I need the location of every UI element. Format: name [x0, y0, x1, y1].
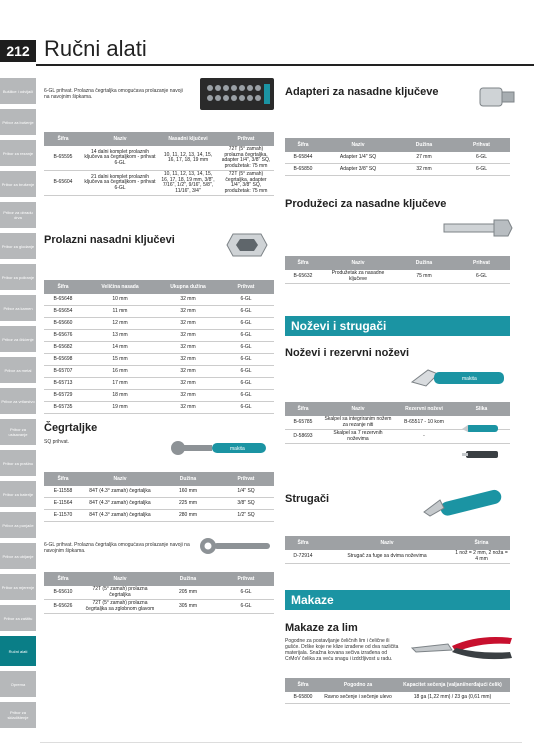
adapters-table — [285, 138, 510, 176]
table-cell: B-65632 — [285, 270, 321, 284]
extension-image — [440, 216, 516, 240]
sidebar-tab[interactable]: Pribor za punjače — [0, 512, 36, 538]
svg-text:makita: makita — [230, 446, 245, 452]
table-cell: 84T (4.3° zamah) čegrtaljka — [82, 510, 158, 522]
page-number: 212 — [0, 40, 36, 62]
footer-rule — [40, 742, 522, 743]
column-header: Naziv — [82, 472, 158, 486]
table-row — [44, 342, 274, 354]
table-cell: 15 mm — [82, 354, 158, 366]
column-header: Šifra — [44, 280, 82, 294]
table-cell: B-65713 — [44, 378, 82, 390]
table-cell: 6-GL — [453, 164, 510, 176]
table-cell: 10 mm — [82, 294, 158, 306]
page-title: Ručni alati — [44, 36, 147, 61]
table-cell: 1/2" SQ — [218, 510, 274, 522]
sidebar-tab[interactable]: Ručni alati — [0, 636, 36, 666]
table-cell: 6-GL — [218, 586, 274, 600]
column-header: Naziv — [82, 572, 158, 586]
ratchets-intro-2: 6-GL prihvat. Prolazna čegrtaljka omogućava prolazanje navoji na navojnim šipkama. — [44, 542, 190, 554]
column-header: Šifra — [44, 132, 82, 146]
table-cell: E-11570 — [44, 510, 82, 522]
column-header: Šifra — [285, 138, 321, 152]
column-header: Dužina — [395, 138, 453, 152]
column-header: Slika — [453, 402, 510, 416]
table-cell: 12 mm — [82, 318, 158, 330]
column-header: Dužina — [395, 256, 453, 270]
table-cell: 18 ga (1,22 mm) / 23 ga (0,61 mm) — [395, 692, 510, 704]
knife-image — [408, 364, 508, 390]
sidebar-tab[interactable]: Pribor za metal — [0, 357, 36, 383]
table-cell: 10, 11, 12, 13, 14, 15, 16, 17, 18, 19 mm — [158, 146, 218, 171]
table-row — [44, 146, 274, 171]
column-header: Rezervni noževi — [395, 402, 453, 416]
table-cell: 19 mm — [82, 402, 158, 414]
sidebar-tab[interactable]: Pribor za prašinu — [0, 450, 36, 476]
table-cell: 84T (4.3° zamah) čegrtaljka — [82, 498, 158, 510]
knives-title: Noževi i rezervni noževi — [285, 347, 410, 359]
pass-through-ratchets-table — [44, 572, 274, 614]
table-cell: 6-GL — [218, 330, 274, 342]
table-cell: 32 mm — [158, 330, 218, 342]
table-cell: 1/4" SQ — [218, 486, 274, 498]
table-cell: 32 mm — [158, 378, 218, 390]
table-cell: Strugač za fuge sa dvima noževima — [321, 550, 453, 564]
column-header: Naziv — [321, 402, 395, 416]
ratchets-table — [44, 472, 274, 522]
table-row — [44, 600, 274, 614]
table-cell: 72T (5° zamah) čegrtaljka, adapter 1/4", 3/8" SQ, produžetak: 75 mm — [218, 171, 274, 196]
table-cell: B-65626 — [44, 600, 82, 614]
table-cell: 72T (5° zamah) prolazna čegrtaljka sa zglobnom glavom — [82, 600, 158, 614]
table-cell: 14 mm — [82, 342, 158, 354]
sidebar-tab[interactable]: Pribor za skladištenje — [0, 702, 36, 728]
table-cell: 32 mm — [158, 366, 218, 378]
table-cell: Ravno sečenje i sečenje ulevo — [321, 692, 395, 704]
svg-text:makita: makita — [462, 376, 477, 382]
table-cell: 18 mm — [82, 390, 158, 402]
column-header: Širina — [453, 536, 510, 550]
sidebar-tab[interactable]: Pribor za poliranje — [0, 264, 36, 290]
sidebar-tab[interactable]: Pribor za čišćenje — [0, 326, 36, 352]
table-cell: 75 mm — [395, 270, 453, 284]
table-cell: 32 mm — [158, 306, 218, 318]
table-cell: 17 mm — [82, 378, 158, 390]
column-header: Naziv — [321, 138, 395, 152]
sidebar-tab[interactable]: Pribor za kamen — [0, 295, 36, 321]
table-cell: B-65648 — [44, 294, 82, 306]
table-cell: Skalpel sa 7 rezervnih noževima — [321, 430, 395, 444]
table-cell: B-65850 — [285, 164, 321, 176]
sidebar-tab[interactable]: Pribor za vrtlarstvo — [0, 388, 36, 414]
table-row — [285, 270, 510, 284]
extensions-title: Produžeci za nasadne ključeve — [285, 198, 447, 210]
sidebar — [0, 78, 36, 733]
table-cell: Adapter 1/4" SQ — [321, 152, 395, 164]
table-row — [44, 586, 274, 600]
sidebar-tab[interactable]: Pribor za mjerenje — [0, 574, 36, 600]
table-row — [44, 330, 274, 342]
column-header: Ukupna dužina — [158, 280, 218, 294]
sidebar-tab[interactable]: Pribor za ubijanje — [0, 543, 36, 569]
column-header: Šifra — [285, 402, 321, 416]
table-cell: 205 mm — [158, 586, 218, 600]
column-header: Šifra — [44, 472, 82, 486]
table-cell: E-11564 — [44, 498, 82, 510]
table-cell: 305 mm — [158, 600, 218, 614]
table-cell: 32 mm — [158, 402, 218, 414]
column-header: Prihvat — [218, 280, 274, 294]
knife-thumb-2-icon — [462, 446, 502, 462]
table-cell: - — [395, 430, 453, 444]
table-cell: B-65729 — [44, 390, 82, 402]
table-cell: 32 mm — [395, 164, 453, 176]
table-cell: 16 mm — [82, 366, 158, 378]
table-cell: B-65595 — [44, 146, 82, 171]
table-cell: 6-GL — [218, 378, 274, 390]
sidebar-tab[interactable]: Pribor za obradu drva — [0, 202, 36, 228]
column-header: Nasadni ključevi — [158, 132, 218, 146]
table-cell: 6-GL — [218, 342, 274, 354]
sidebar-tab[interactable]: Pribor za usisavanje — [0, 419, 36, 445]
title-rule — [36, 64, 534, 66]
column-header: Pogodno za — [321, 678, 395, 692]
table-cell: B-65800 — [285, 692, 321, 704]
table-row — [44, 498, 274, 510]
table-cell: B-65698 — [44, 354, 82, 366]
column-header: Dužina — [158, 572, 218, 586]
ratchet-image — [168, 438, 268, 458]
socket-set-image — [198, 74, 276, 114]
pass-through-socket-image — [225, 228, 269, 262]
knives-banner: Noževi i strugači — [285, 316, 510, 336]
table-cell: 3/8" SQ — [218, 498, 274, 510]
shears-intro: Pogodne za postavljanje čeličnih lim i čelične ili gušće. Drške koje ne klize izrađene od dva različita materijala. Snažna kovana sečiva izrađena od CrMoV čelika za veću snagu i izdržljivost u radu. — [285, 638, 399, 662]
table-cell: 72T (5° zamah) prolazna čegrtaljka — [82, 586, 158, 600]
table-cell: 21 dalni komplet prolaznih ključeva sa čegrtaljkom - prihvat 6-GL — [82, 171, 158, 196]
table-cell: 14 dalni komplet prolaznih ključeva sa čegrtaljkom - prihvat 6-GL — [82, 146, 158, 171]
table-cell: B-65735 — [44, 402, 82, 414]
table-cell: Produžetak za nasadne ključeve — [321, 270, 395, 284]
shears-banner: Makaze — [285, 590, 510, 610]
table-cell: 6-GL — [218, 366, 274, 378]
table-row — [285, 550, 510, 564]
sidebar-tab[interactable]: Pribor za rezanje — [0, 140, 36, 166]
table-row — [44, 306, 274, 318]
table-cell: 6-GL — [218, 390, 274, 402]
ratchets-title: Čegrtaljke — [44, 422, 98, 434]
sidebar-tab[interactable]: Oprema — [0, 671, 36, 697]
table-row — [44, 510, 274, 522]
scrapers-title: Strugači — [285, 493, 330, 505]
column-header: Veličina nasada — [82, 280, 158, 294]
table-row — [285, 164, 510, 176]
scraper-image — [420, 486, 512, 522]
table-cell: B-65610 — [44, 586, 82, 600]
column-header: Šifra — [285, 256, 321, 270]
table-cell: 32 mm — [158, 318, 218, 330]
table-cell: 280 mm — [158, 510, 218, 522]
adapters-title: Adapteri za nasadne ključeve — [285, 86, 439, 98]
table-cell: 225 mm — [158, 498, 218, 510]
shears-image — [408, 628, 516, 670]
table-cell: B-65654 — [44, 306, 82, 318]
table-cell: 84T (4.3° zamah) čegrtaljka — [82, 486, 158, 498]
table-cell: 32 mm — [158, 390, 218, 402]
table-cell: 32 mm — [158, 342, 218, 354]
pass-through-ratchet-image — [196, 534, 276, 558]
column-header: Šifra — [285, 536, 321, 550]
table-cell: 27 mm — [395, 152, 453, 164]
table-row — [44, 171, 274, 196]
table-cell: 32 mm — [158, 354, 218, 366]
table-cell: 1 nož = 2 mm, 2 noža = 4 mm — [453, 550, 510, 564]
column-header: Šifra — [285, 678, 321, 692]
table-cell: B-65660 — [44, 318, 82, 330]
column-header: Prihvat — [453, 138, 510, 152]
table-cell: B-65517 - 10 kom — [395, 416, 453, 430]
table-cell: 11 mm — [82, 306, 158, 318]
table-cell: 13 mm — [82, 330, 158, 342]
table-cell: 6-GL — [218, 402, 274, 414]
scrapers-table — [285, 536, 510, 564]
table-cell: 6-GL — [453, 270, 510, 284]
table-cell: Adapter 3/8" SQ — [321, 164, 395, 176]
shears-table — [285, 678, 510, 704]
table-cell: 160 mm — [158, 486, 218, 498]
table-cell: 6-GL — [218, 306, 274, 318]
column-header: Prihvat — [218, 472, 274, 486]
table-cell: 6-GL — [218, 294, 274, 306]
table-cell: B-65604 — [44, 171, 82, 196]
column-header: Prihvat — [453, 256, 510, 270]
table-row — [285, 152, 510, 164]
table-row — [44, 294, 274, 306]
column-header: Prihvat — [218, 132, 274, 146]
sidebar-tab[interactable]: Bušilice i odvijači — [0, 78, 36, 104]
column-header: Naziv — [321, 256, 395, 270]
table-cell: 10, 11, 12, 13, 14, 15, 16, 17, 18, 19 mm, 3/8", 7/16", 1/2", 9/16", 5/8", 11/16", 3/4" — [158, 171, 218, 196]
table-cell: B-65682 — [44, 342, 82, 354]
table-row — [44, 366, 274, 378]
table-cell: 32 mm — [158, 294, 218, 306]
set-intro: 6-GL prihvat. Prolazna čegrtaljka omogućava prolazanje navoji na navojnim šipkama. — [44, 88, 183, 100]
table-cell: B-65676 — [44, 330, 82, 342]
table-cell: 6-GL — [218, 354, 274, 366]
sockets-table — [44, 280, 274, 414]
sockets-title: Prolazni nasadni ključevi — [44, 234, 175, 246]
column-header: Prihvat — [218, 572, 274, 586]
table-cell: B-65785 — [285, 416, 321, 430]
column-header: Šifra — [44, 572, 82, 586]
extensions-table — [285, 256, 510, 284]
column-header: Naziv — [82, 132, 158, 146]
column-header: Dužina — [158, 472, 218, 486]
table-cell: E-11558 — [44, 486, 82, 498]
table-cell: 72T (5° zamah) prolazna čegrtaljka, adapter 1/4", 3/8" SQ, produžetak: 75 mm — [218, 146, 274, 171]
sidebar-tab[interactable]: Pribor za bušenje — [0, 109, 36, 135]
knife-thumb-1-icon — [462, 420, 502, 436]
table-cell: Skalpel sa integriranim nožem za rezanje niti — [321, 416, 395, 430]
table-cell: D-58693 — [285, 430, 321, 444]
table-row — [44, 318, 274, 330]
table-cell: 6-GL — [453, 152, 510, 164]
table-row — [44, 486, 274, 498]
sidebar-tab[interactable]: Pribor za baterije — [0, 481, 36, 507]
table-cell: B-65707 — [44, 366, 82, 378]
table-row — [44, 402, 274, 414]
table-row — [285, 692, 510, 704]
table-cell: 6-GL — [218, 600, 274, 614]
table-cell: B-65844 — [285, 152, 321, 164]
table-cell: D-72914 — [285, 550, 321, 564]
sidebar-tab[interactable]: Pribor za zaštitu — [0, 605, 36, 631]
shears-title: Makaze za lim — [285, 622, 358, 634]
adapter-image — [476, 80, 518, 114]
sidebar-tab[interactable]: Pribor za brušenje — [0, 171, 36, 197]
column-header: Kapacitet sečenja (valjani/nerđajući čelik) — [395, 678, 510, 692]
table-row — [44, 354, 274, 366]
socket-set-table — [44, 132, 274, 196]
column-header: Naziv — [321, 536, 453, 550]
table-row — [44, 390, 274, 402]
table-cell: 6-GL — [218, 318, 274, 330]
sidebar-tab[interactable]: Pribor za glodanje — [0, 233, 36, 259]
table-row — [44, 378, 274, 390]
ratchets-intro: SQ prihvat. — [44, 439, 70, 445]
